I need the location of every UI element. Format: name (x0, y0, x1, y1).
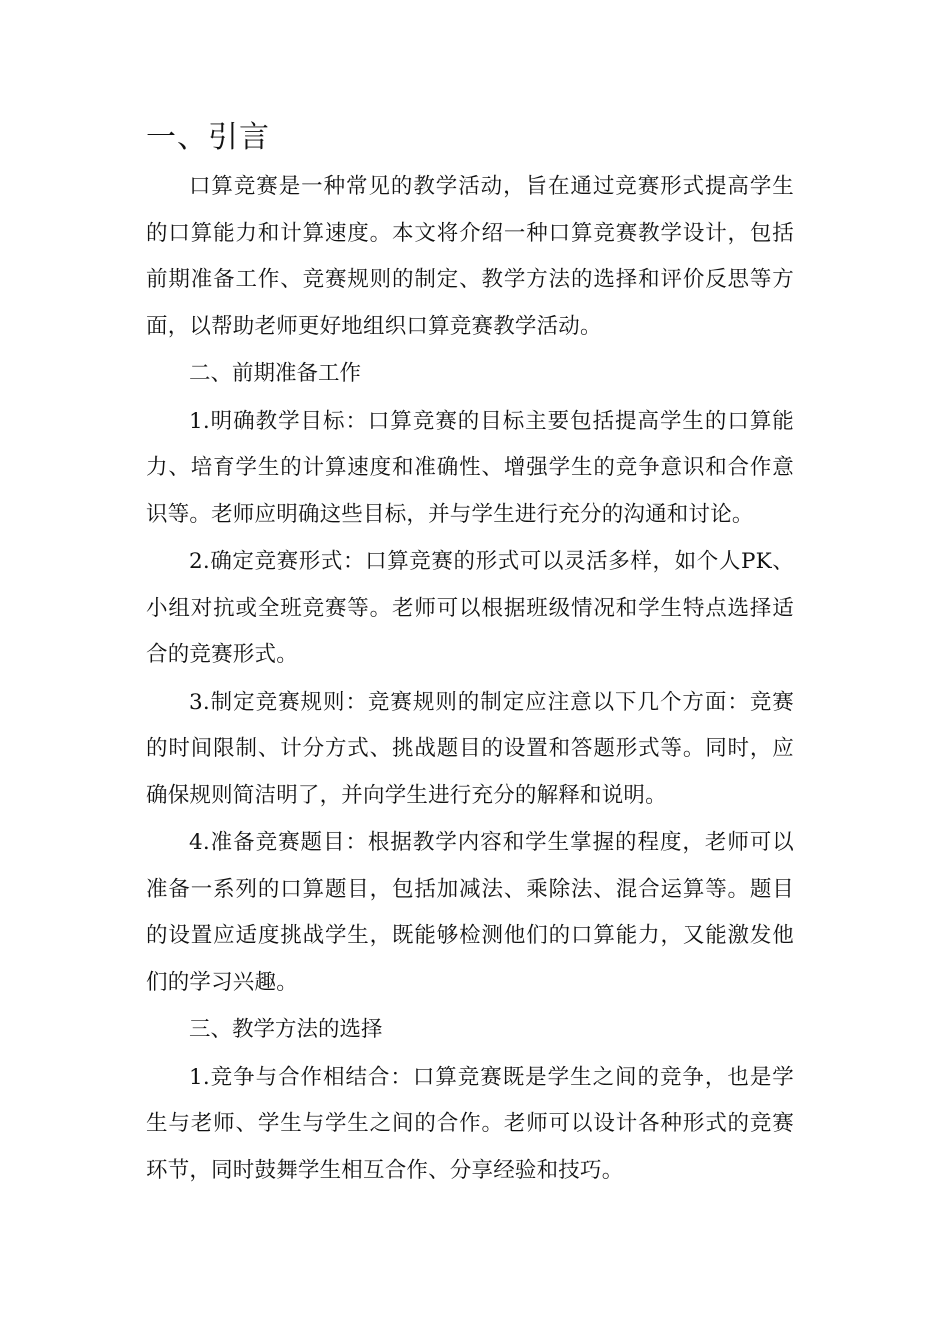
preparation-item-1: 1.明确教学目标：口算竞赛的目标主要包括提高学生的口算能力、培育学生的计算速度和准确性、增强学生的竞争意识和合作意识等。老师应明确这些目标，并与学生进行充分的沟通和讨论。 (146, 408, 794, 527)
preparation-item-3: 3.制定竞赛规则：竞赛规则的制定应注意以下几个方面：竞赛的时间限制、计分方式、挑战题目的设置和答题形式等。同时，应确保规则简洁明了，并向学生进行充分的解释和说明。 (146, 689, 794, 808)
preparation-item-2: 2.确定竞赛形式：口算竞赛的形式可以灵活多样，如个人PK、小组对抗或全班竞赛等。老师可以根据班级情况和学生特点选择适合的竞赛形式。 (146, 549, 794, 667)
teaching-method-item-1: 1.竞争与合作相结合：口算竞赛既是学生之间的竞争，也是学生与老师、学生与学生之间的合作。老师可以设计各种形式的竞赛环节，同时鼓舞学生相互合作、分享经验和技巧。 (146, 1064, 794, 1183)
intro-paragraph: 口算竞赛是一种常见的教学活动，旨在通过竞赛形式提高学生的口算能力和计算速度。本文将介绍一种口算竞赛教学设计，包括前期准备工作、竞赛规则的制定、教学方法的选择和评价反思等方面，以帮助老师更好地组织口算竞赛教学活动。 (146, 174, 794, 339)
section-title-teaching-methods: 三、教学方法的选择 (189, 1017, 383, 1042)
heading-introduction: 一、引言 (146, 120, 270, 155)
section-title-preparation: 二、前期准备工作 (189, 361, 362, 386)
preparation-item-4: 4.准备竞赛题目：根据教学内容和学生掌握的程度，老师可以准备一系列的口算题目，包括加减法、乘除法、混合运算等。题目的设置应适度挑战学生，既能够检测他们的口算能力，又能激发他们的学习兴趣。 (146, 830, 794, 995)
document-page (146, 118, 794, 1195)
